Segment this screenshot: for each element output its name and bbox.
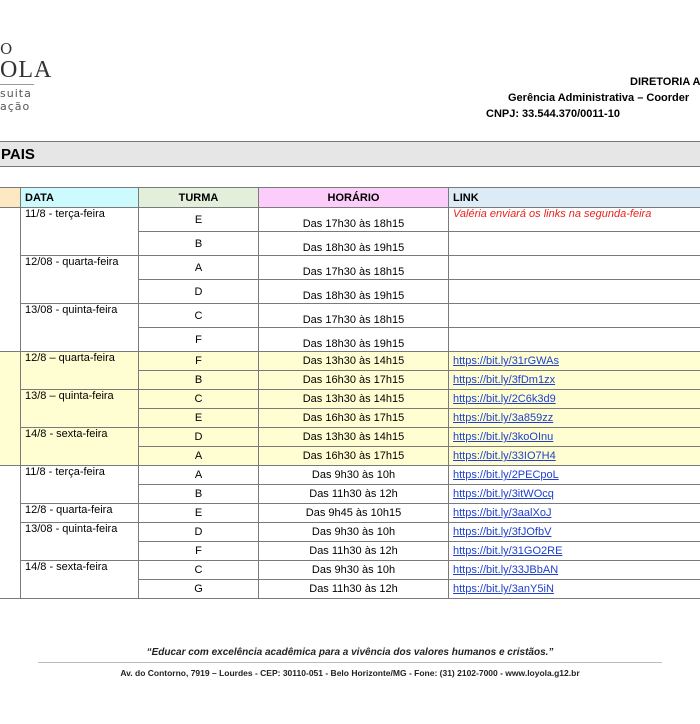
horario-cell: Das 9h30 às 10h bbox=[259, 466, 449, 485]
logo-text-line1: O bbox=[0, 40, 13, 58]
horario-cell: Das 16h30 às 17h15 bbox=[259, 371, 449, 390]
meeting-link[interactable]: https://bit.ly/2C6k3d9 bbox=[453, 393, 556, 405]
turma-cell: E bbox=[139, 504, 259, 523]
schedule-table bbox=[0, 187, 700, 599]
link-cell bbox=[449, 390, 700, 409]
header-management: Gerência Administrativa – Coorder bbox=[508, 92, 690, 104]
link-cell bbox=[449, 256, 700, 280]
table-row bbox=[0, 256, 700, 280]
date-cell: 11/8 - terça-feira bbox=[21, 466, 139, 504]
link-cell bbox=[449, 208, 700, 232]
table-row bbox=[0, 304, 700, 328]
table-row bbox=[0, 504, 700, 523]
link-cell bbox=[449, 523, 700, 542]
link-cell bbox=[449, 409, 700, 428]
turma-cell: C bbox=[139, 390, 259, 409]
segment-cell bbox=[0, 466, 21, 599]
horario-cell: Das 17h30 às 18h15 bbox=[259, 208, 449, 232]
date-cell: 14/8 - sexta-feira bbox=[21, 428, 139, 466]
link-cell bbox=[449, 328, 700, 352]
link-cell bbox=[449, 504, 700, 523]
horario-cell: Das 18h30 às 19h15 bbox=[259, 328, 449, 352]
footer-divider bbox=[38, 662, 662, 663]
table-row bbox=[0, 390, 700, 409]
turma-cell: F bbox=[139, 328, 259, 352]
turma-cell: C bbox=[139, 304, 259, 328]
meeting-link[interactable]: https://bit.ly/3fDm1zx bbox=[453, 374, 556, 386]
date-cell: 12/8 - quarta-feira bbox=[21, 504, 139, 523]
meeting-link[interactable]: https://bit.ly/3itWOcq bbox=[453, 488, 554, 500]
table-row bbox=[0, 208, 700, 232]
turma-cell: B bbox=[139, 485, 259, 504]
logo-text-line2: OLA bbox=[0, 57, 53, 83]
link-cell bbox=[449, 232, 700, 256]
table-row bbox=[0, 561, 700, 580]
link-cell bbox=[449, 304, 700, 328]
horario-cell: Das 11h30 às 12h bbox=[259, 542, 449, 561]
footer-address: Av. do Contorno, 7919 – Lourdes - CEP: 30110-051 - Belo Horizonte/MG - Fone: (31) 2102-7000 - www.loyola.g12.br bbox=[120, 668, 580, 678]
date-cell: 13/08 - quinta-feira bbox=[21, 523, 139, 561]
meeting-link[interactable]: https://bit.ly/3fJOfbV bbox=[453, 526, 552, 538]
link-cell bbox=[449, 466, 700, 485]
note-text: Valéria enviará os links na segunda-feira bbox=[453, 208, 652, 220]
logo-divider bbox=[0, 84, 34, 85]
turma-cell: G bbox=[139, 580, 259, 599]
link-cell bbox=[449, 352, 700, 371]
header-link: LINK bbox=[449, 188, 700, 208]
link-cell bbox=[449, 428, 700, 447]
horario-cell: Das 13h30 às 14h15 bbox=[259, 352, 449, 371]
link-cell bbox=[449, 280, 700, 304]
turma-cell: D bbox=[139, 280, 259, 304]
logo-text-line3: suita bbox=[0, 87, 32, 100]
turma-cell: C bbox=[139, 561, 259, 580]
link-cell bbox=[449, 561, 700, 580]
table-row bbox=[0, 523, 700, 542]
footer-quote: “Educar com excelência acadêmica para a vivência dos valores humanos e cristãos.” bbox=[146, 647, 554, 658]
header-turma: TURMA bbox=[139, 188, 259, 208]
header-segment bbox=[0, 188, 21, 208]
turma-cell: A bbox=[139, 466, 259, 485]
meeting-link[interactable]: https://bit.ly/31GO2RE bbox=[453, 545, 563, 557]
horario-cell: Das 11h30 às 12h bbox=[259, 580, 449, 599]
turma-cell: B bbox=[139, 371, 259, 390]
date-cell: 14/8 - sexta-feira bbox=[21, 561, 139, 599]
horario-cell: Das 17h30 às 18h15 bbox=[259, 256, 449, 280]
horario-cell: Das 9h45 às 10h15 bbox=[259, 504, 449, 523]
link-cell bbox=[449, 371, 700, 390]
link-cell bbox=[449, 447, 700, 466]
header-horario: HORÁRIO bbox=[259, 188, 449, 208]
turma-cell: D bbox=[139, 523, 259, 542]
table-row bbox=[0, 466, 700, 485]
turma-cell: E bbox=[139, 409, 259, 428]
turma-cell: F bbox=[139, 542, 259, 561]
date-cell: 12/8 – quarta-feira bbox=[21, 352, 139, 390]
horario-cell: Das 13h30 às 14h15 bbox=[259, 390, 449, 409]
horario-cell: Das 11h30 às 12h bbox=[259, 485, 449, 504]
section-banner bbox=[0, 141, 700, 167]
meeting-link[interactable]: https://bit.ly/31rGWAs bbox=[453, 355, 559, 367]
horario-cell: Das 18h30 às 19h15 bbox=[259, 280, 449, 304]
meeting-link[interactable]: https://bit.ly/3aalXoJ bbox=[453, 507, 552, 519]
horario-cell: Das 9h30 às 10h bbox=[259, 561, 449, 580]
date-cell: 12/08 - quarta-feira bbox=[21, 256, 139, 304]
date-cell: 13/8 – quinta-feira bbox=[21, 390, 139, 428]
turma-cell: A bbox=[139, 447, 259, 466]
turma-cell: F bbox=[139, 352, 259, 371]
horario-cell: Das 9h30 às 10h bbox=[259, 523, 449, 542]
date-cell: 11/8 - terça-feira bbox=[21, 208, 139, 256]
meeting-link[interactable]: https://bit.ly/2PECpoL bbox=[453, 469, 559, 481]
horario-cell: Das 16h30 às 17h15 bbox=[259, 447, 449, 466]
turma-cell: E bbox=[139, 208, 259, 232]
table-header-row bbox=[0, 188, 700, 208]
table-row bbox=[0, 352, 700, 371]
segment-cell bbox=[0, 208, 21, 352]
header-cnpj: CNPJ: 33.544.370/0011-10 bbox=[486, 108, 620, 120]
table-row bbox=[0, 428, 700, 447]
link-cell bbox=[449, 580, 700, 599]
meeting-link[interactable]: https://bit.ly/3a859zz bbox=[453, 412, 554, 424]
meeting-link[interactable]: https://bit.ly/3anY5iN bbox=[453, 583, 554, 595]
meeting-link[interactable]: https://bit.ly/33IO7H4 bbox=[453, 450, 556, 462]
meeting-link[interactable]: https://bit.ly/3koOInu bbox=[453, 431, 554, 443]
header-data: DATA bbox=[21, 188, 139, 208]
link-cell bbox=[449, 485, 700, 504]
date-cell: 13/08 - quinta-feira bbox=[21, 304, 139, 352]
link-cell bbox=[449, 542, 700, 561]
header-directorate: DIRETORIA A bbox=[630, 76, 700, 88]
horario-cell: Das 16h30 às 17h15 bbox=[259, 409, 449, 428]
horario-cell: Das 18h30 às 19h15 bbox=[259, 232, 449, 256]
meeting-link[interactable]: https://bit.ly/33JBbAN bbox=[453, 564, 559, 576]
segment-cell bbox=[0, 352, 21, 466]
horario-cell: Das 13h30 às 14h15 bbox=[259, 428, 449, 447]
turma-cell: B bbox=[139, 232, 259, 256]
logo-text-line4: ação bbox=[0, 100, 31, 113]
turma-cell: D bbox=[139, 428, 259, 447]
turma-cell: A bbox=[139, 256, 259, 280]
horario-cell: Das 17h30 às 18h15 bbox=[259, 304, 449, 328]
banner-title: PAIS bbox=[1, 146, 35, 163]
